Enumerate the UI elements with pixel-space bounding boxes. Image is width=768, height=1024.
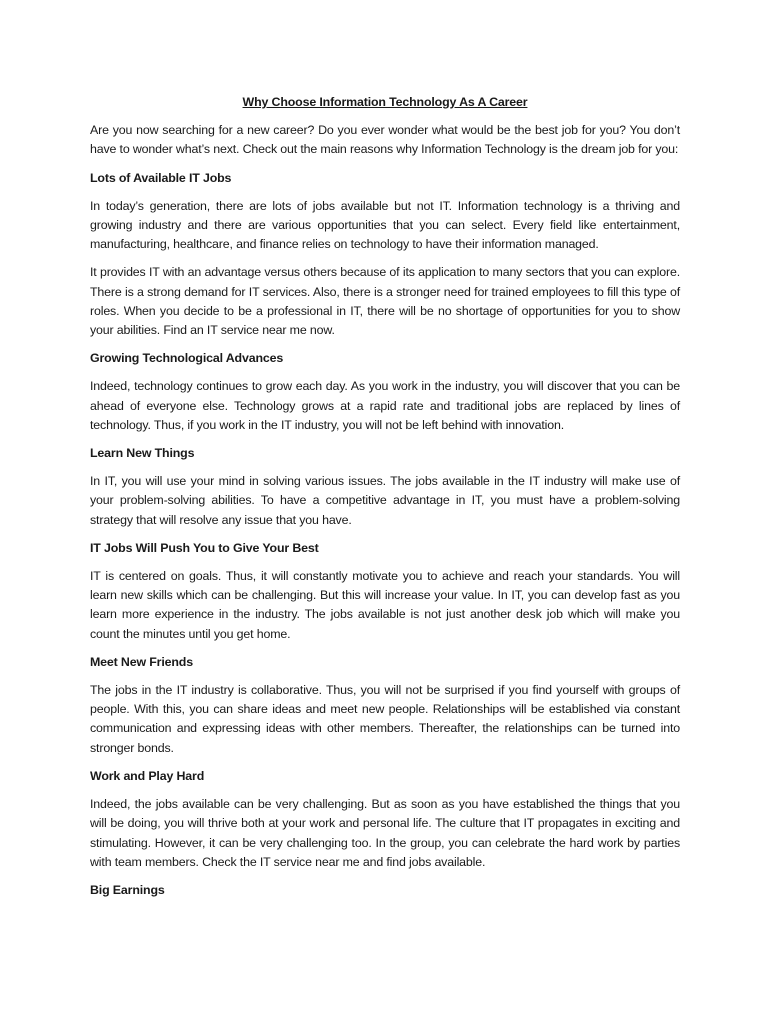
section-heading: IT Jobs Will Push You to Give Your Best — [90, 540, 319, 555]
section-paragraph: Indeed, technology continues to grow each day. As you work in the industry, you will discover that you can be ahead of everyone else. Technology grows at a rapid rate and traditional jobs are replaced by lines of technology. Thus, if you work in the IT industry, you will not be left behind with innovation. — [90, 379, 680, 432]
intro-paragraph: Are you now searching for a new career? Do you ever wonder what would be the best job for you? You don’t have to wonder what’s next. Check out the main reasons why Information Technology is the dream job for you: — [90, 123, 680, 157]
section-heading: Lots of Available IT Jobs — [90, 170, 232, 185]
section-paragraph: In today’s generation, there are lots of jobs available but not IT. Information technology is a thriving and growing industry and there are various opportunities that you can select. Every field like entertainment, manufacturing, healthcare, and finance relies on technology to have their information managed. — [90, 198, 680, 252]
section-paragraph: In IT, you will use your mind in solving various issues. The jobs available in the IT industry will make use of your problem-solving abilities. To have a competitive advantage in IT, you must have a problem-solving strategy that will resolve any issue that you have. — [90, 474, 680, 527]
section-heading: Learn New Things — [90, 446, 195, 461]
section-paragraph: It provides IT with an advantage versus others because of its application to many sectors that you can explore. There is a strong demand for IT services. Also, there is a stronger need for trained employees to fill this type of roles. When you decide to be a professional in IT, there will be no shortage of opportunities for you to show your abilities. Find an IT service near me now. — [90, 265, 680, 338]
section-heading: Work and Play Hard — [90, 768, 205, 783]
document-page — [90, 93, 680, 909]
section-heading: Growing Technological Advances — [90, 351, 284, 366]
section-paragraph: The jobs in the IT industry is collaborative. Thus, you will not be surprised if you find yourself with groups of people. With this, you can share ideas and meet new people. Relationships will be established via constant communication and expressing ideas with other members. Thereafter, the relationships can be turned into stronger bonds. — [90, 683, 680, 755]
section-paragraph: IT is centered on goals. Thus, it will constantly motivate you to achieve and reach your standards. You will learn new skills which can be challenging. But this will increase your value. In IT, you can develop fast as you learn more experience in the industry. The jobs available is not just another desk job which will make you count the minutes until you get home. — [90, 569, 680, 641]
section-heading: Meet New Friends — [90, 654, 193, 669]
document-title: Why Choose Information Technology As A Career — [242, 95, 528, 109]
section-heading: Big Earnings — [90, 882, 165, 897]
section-paragraph: Indeed, the jobs available can be very challenging. But as soon as you have established the things that you will be doing, you will thrive both at your work and personal life. The culture that IT propagates in exciting and stimulating. However, it can be very challenging too. In the group, you can celebrate the hard work by parties with team members. Check the IT service near me and find jobs available. — [90, 797, 680, 869]
